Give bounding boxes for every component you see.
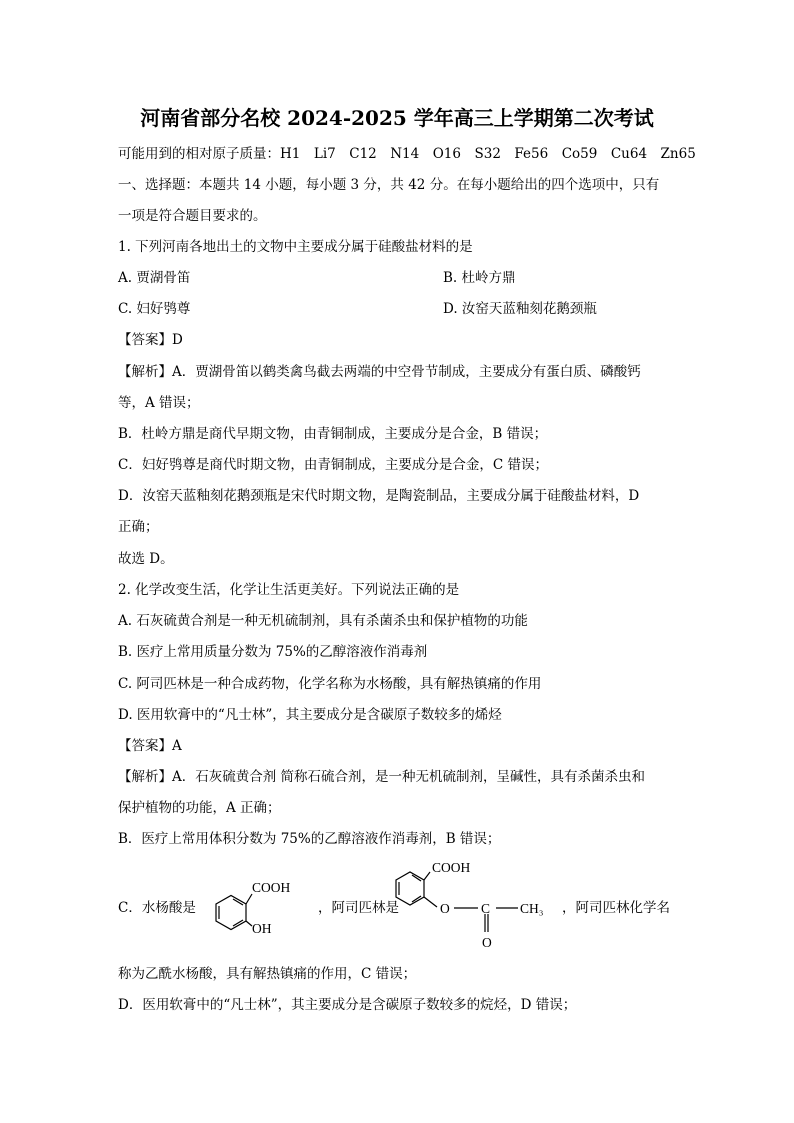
section-instructions-line2: 一项是符合题目要求的。 [118, 208, 267, 224]
q2-stem: 2. 化学改变生活，化学让生活更美好。下列说法正确的是 [118, 582, 460, 598]
q2-analysis-a-line2: 保护植物的功能，A 正确； [118, 800, 281, 816]
section-instructions-line1: 一、选择题：本题共 14 小题，每小题 3 分，共 42 分。在每小题给出的四个选项中，只有 [118, 177, 660, 193]
q2-option-d: D. 医用软膏中的“凡士林”，其主要成分是含碳原子数较多的烯烃 [118, 707, 502, 723]
q2-analysis-b: B．医疗上常用体积分数为 75%的乙醇溶液作消毒剂，B 错误； [118, 831, 501, 847]
q1-analysis-d-line1: D．汝窑天蓝釉刻花鹅颈瓶是宋代时期文物，是陶瓷制品，主要成分属于硅酸盐材料，D [118, 488, 640, 504]
q1-option-b: B. 杜岭方鼎 [443, 270, 516, 286]
exam-title: 河南省部分名校 2024-2025 学年高三上学期第二次考试 [140, 106, 654, 130]
salicylic-cooh-label: COOH [252, 880, 291, 895]
salicylic-acid-structure [198, 872, 310, 940]
q1-option-c: C. 妇好鸮尊 [118, 301, 191, 317]
q1-conclusion: 故选 D。 [118, 551, 174, 567]
q2-option-c: C. 阿司匹林是一种合成药物，化学名称为水杨酸，具有解热镇痛的作用 [118, 676, 542, 692]
q2-option-a: A. 石灰硫黄合剂是一种无机硫制剂，具有杀菌杀虫和保护植物的功能 [118, 613, 528, 629]
q1-option-d: D. 汝窑天蓝釉刻花鹅颈瓶 [443, 301, 597, 317]
q2-option-b: B. 医疗上常用质量分数为 75%的乙醇溶液作消毒剂 [118, 644, 428, 660]
aspirin-structure [388, 858, 560, 954]
q2-analysis-c-line2: 称为乙酰水杨酸，具有解热镇痛的作用，C 错误； [118, 966, 417, 982]
q1-option-a: A. 贾湖骨笛 [118, 270, 191, 286]
aspirin-carbon-label: C [481, 901, 491, 916]
atomic-masses-line: 可能用到的相对原子质量：H1 Li7 C12 N14 O16 S32 Fe56 Co59 Cu64 Zn65 [118, 146, 696, 162]
q2-analysis-c-mid: ，阿司匹林是 [318, 900, 399, 916]
q1-analysis-line1: 【解析】A．贾湖骨笛以鹤类禽鸟截去两端的中空骨节制成，主要成分有蛋白质、磷酸钙 [118, 364, 641, 380]
aspirin-ester-o-label: O [440, 901, 450, 916]
q2-answer: 【答案】A [118, 738, 182, 754]
aspirin-ch3-label: CH₃ [520, 901, 544, 916]
aspirin-cooh-label: COOH [432, 860, 471, 875]
q1-analysis-line2: 等，A 错误； [118, 395, 200, 411]
aspirin-carbonyl-o-label: O [482, 935, 492, 950]
q2-analysis-a-line1: 【解析】A．石灰硫黄合剂 简称石硫合剂，是一种无机硫制剂，呈碱性，具有杀菌杀虫和 [118, 769, 646, 785]
q1-stem: 1. 下列河南各地出土的文物中主要成分属于硅酸盐材料的是 [118, 239, 473, 255]
q1-analysis-b: B．杜岭方鼎是商代早期文物，由青铜制成，主要成分是合金，B 错误； [118, 426, 548, 442]
q1-analysis-d-line2: 正确； [118, 519, 159, 535]
q1-analysis-c: C．妇好鸮尊是商代时期文物，由青铜制成，主要成分是合金，C 错误； [118, 457, 548, 473]
salicylic-oh-label: OH [252, 921, 272, 936]
q2-analysis-c-suffix: ，阿司匹林化学名 [562, 900, 670, 916]
q2-analysis-c-prefix: C．水杨酸是 [118, 900, 196, 916]
q1-answer: 【答案】D [118, 332, 183, 348]
q2-analysis-d: D．医用软膏中的“凡士林”，其主要成分是含碳原子数较多的烷烃，D 错误； [118, 997, 577, 1013]
